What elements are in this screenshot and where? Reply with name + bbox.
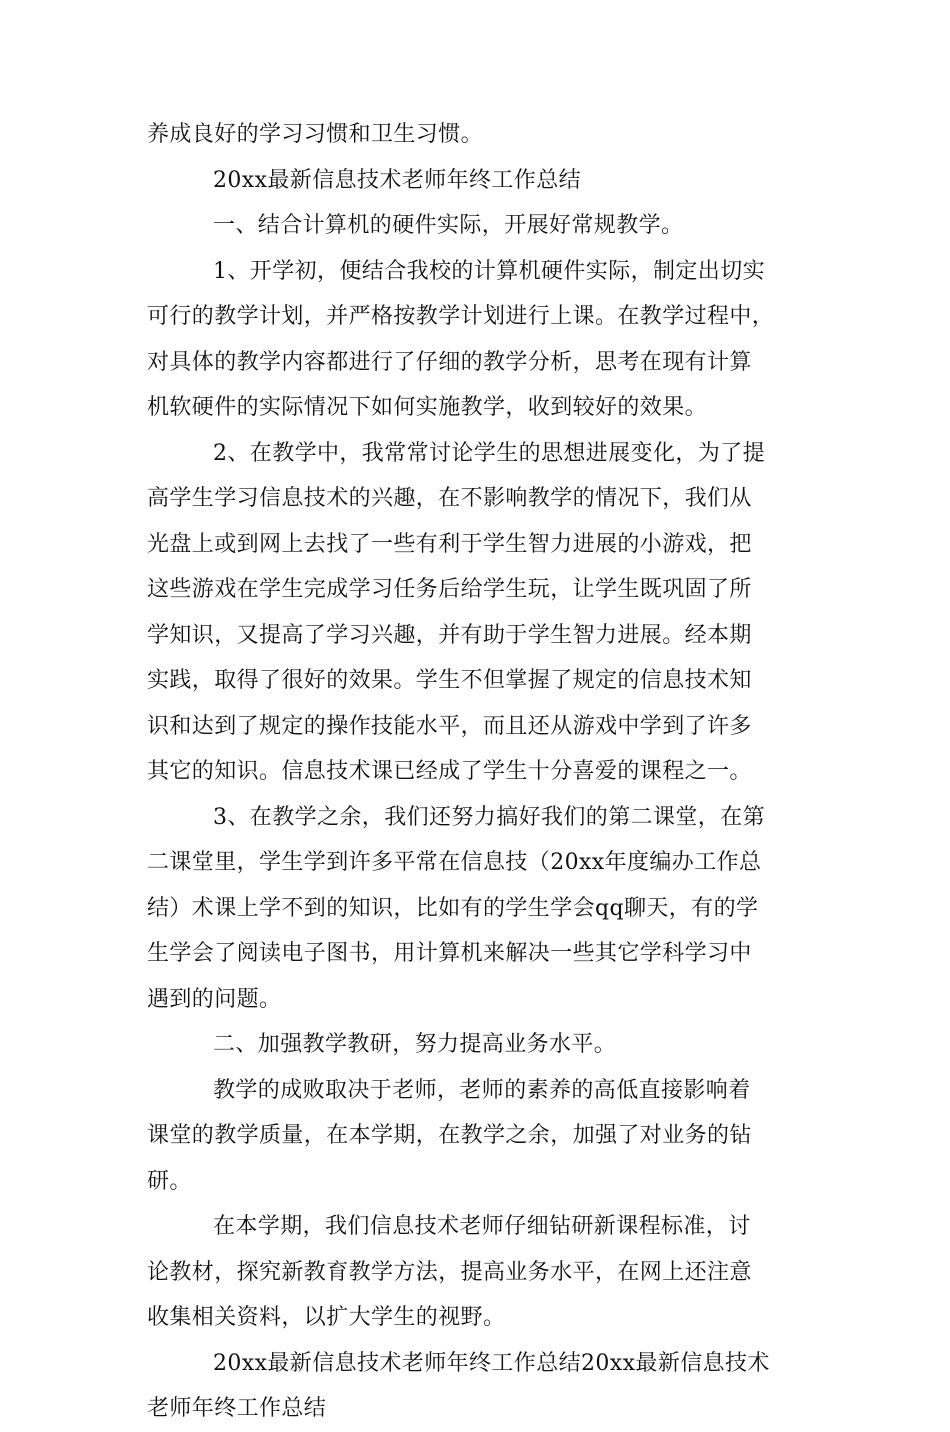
text-line: 结）术课上学不到的知识，比如有的学生学会qq聊天，有的学 [147,895,759,921]
text-line: 生学会了阅读电子图书，用计算机来解决一些其它学科学习中 [147,941,752,966]
text-line: 20xx最新信息技术老师年终工作总结 [213,167,582,193]
text-line: 2、在教学中，我常常讨论学生的思想进展变化，为了提 [213,440,765,466]
text-line: 高学生学习信息技术的兴趣，在不影响教学的情况下，我们从 [147,486,752,511]
text-line: 其它的知识。信息技术课已经成了学生十分喜爱的课程之一。 [147,759,752,784]
text-line: 二课堂里，学生学到许多平常在信息技（20xx年度编办工作总 [147,850,762,875]
text-line: 论教材，探究新教育教学方法，提高业务水平，在网上还注意 [147,1259,752,1285]
text-line: 可行的教学计划，并严格按教学计划进行上课。在教学过程中， [147,304,775,329]
text-line: 在本学期，我们信息技术老师仔细钻研新课程标准，讨 [213,1214,751,1239]
text-line: 遇到的问题。 [147,986,282,1012]
text-line: 识和达到了规定的操作技能水平，而且还从游戏中学到了许多 [147,713,752,739]
text-line: 对具体的教学内容都进行了仔细的教学分析，思考在现有计算 [147,349,752,375]
text-line: 收集相关资料，以扩大学生的视野。 [147,1305,506,1330]
text-line: 这些游戏在学生完成学习任务后给学生玩，让学生既巩固了所 [147,577,752,602]
text-line: 研。 [147,1168,192,1194]
text-line: 实践，取得了很好的效果。学生不但掌握了规定的信息技术知 [147,668,752,693]
text-line: 一、结合计算机的硬件实际，开展好常规教学。 [213,213,684,238]
text-line: 教学的成败取决于老师，老师的素养的高低直接影响着 [213,1077,751,1103]
text-line: 机软硬件的实际情况下如何实施教学，收到较好的效果。 [147,395,708,420]
text-line: 老师年终工作总结 [147,1396,327,1421]
text-line: 1、开学初，便结合我校的计算机硬件实际，制定出切实 [213,258,765,284]
text-line: 光盘上或到网上去找了一些有利于学生智力进展的小游戏，把 [147,531,752,557]
text-line: 学知识，又提高了学习兴趣，并有助于学生智力进展。经本期 [147,622,752,648]
text-line: 课堂的教学质量，在本学期，在教学之余，加强了对业务的钻 [147,1123,752,1148]
document-body [147,112,807,1432]
text-line: 二、加强教学教研，努力提高业务水平。 [213,1032,617,1057]
text-line: 3、在教学之余，我们还努力搞好我们的第二课堂，在第 [213,804,765,830]
text-line: 养成良好的学习习惯和卫生习惯。 [147,122,484,147]
text-line: 20xx最新信息技术老师年终工作总结20xx最新信息技术 [213,1350,770,1376]
